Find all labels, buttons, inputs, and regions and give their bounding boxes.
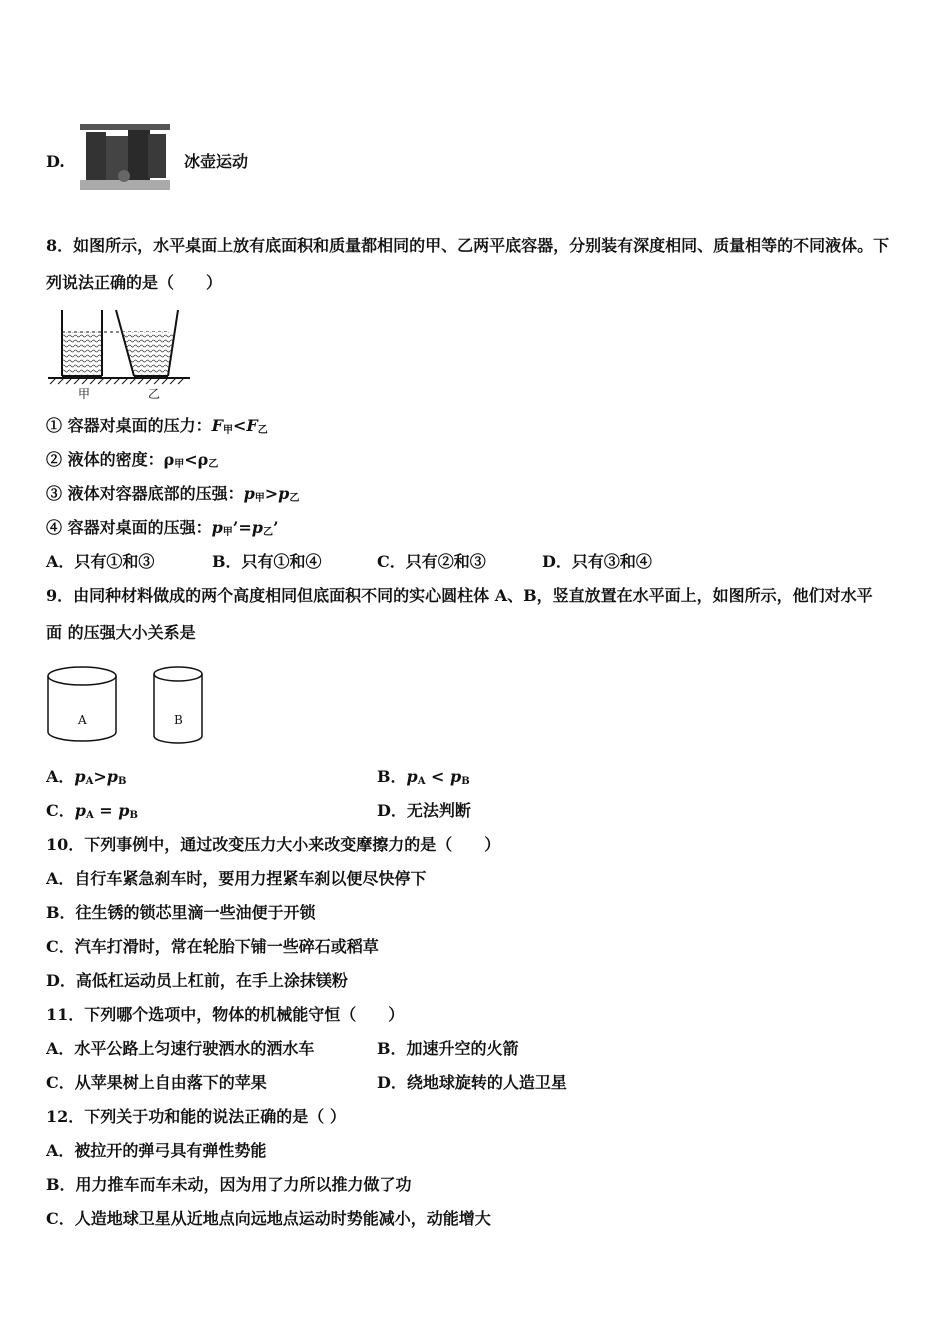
q12-stem: 12．下列关于功和能的说法正确的是（ ） [46,1107,346,1126]
q8-statement-4: ④ 容器对桌面的压强：$p_甲’=p_乙$’ [46,518,279,538]
q11-option-d[interactable]: D．绕地球旋转的人造卫星 [377,1073,567,1092]
q10-option-c[interactable]: C．汽车打滑时，常在轮胎下铺一些碎石或稻草 [46,937,379,956]
q11-option-b[interactable]: B．加速升空的火箭 [377,1039,519,1058]
q9-cylinders-figure [44,662,214,748]
q10-option-b[interactable]: B．往生锈的锁芯里滴一些油便于开锁 [46,903,316,922]
q11-option-c[interactable]: C．从苹果树上自由落下的苹果 [46,1073,267,1092]
q7-option-d-text: 冰壶运动 [184,152,249,171]
q10-stem: 10．下列事例中，通过改变压力大小来改变摩擦力的是（ ） [46,835,501,854]
q8-option-c[interactable]: C．只有②和③ [377,552,486,571]
q12-option-c[interactable]: C．人造地球卫星从近地点向远地点运动时势能减小，动能增大 [46,1209,491,1228]
q7-option-d-label: D. [46,152,65,171]
q9-option-b[interactable]: B．$p_A < p_B$ [377,767,470,787]
q8-option-a[interactable]: A．只有①和③ [46,552,155,571]
q9-option-d[interactable]: D．无法判断 [377,801,471,820]
q9-option-c[interactable]: C．$p_A = p_B$ [46,801,138,821]
q8-figure-label-yi: 乙 [148,387,161,401]
curling-players-photo [78,120,172,192]
q8-containers-figure [44,308,194,402]
q8-statement-3: ③ 液体对容器底部的压强：$p_甲>p_乙$ [46,484,300,504]
q8-stem-line2: 列说法正确的是（ ） [46,273,223,292]
q11-stem: 11．下列哪个选项中，物体的机械能守恒（ ） [46,1005,405,1024]
q10-option-d[interactable]: D．高低杠运动员上杠前，在手上涂抹镁粉 [46,971,348,990]
q9-option-a[interactable]: A．$p_A>p_B$ [46,767,127,787]
q9-figure-label-b: B [174,713,183,727]
q10-option-a[interactable]: A．自行车紧急刹车时，要用力捏紧车刹以便尽快停下 [46,869,427,888]
q8-figure-label-jia: 甲 [78,387,91,401]
q8-option-b[interactable]: B．只有①和④ [212,552,322,571]
q8-option-d[interactable]: D．只有③和④ [542,552,652,571]
q11-option-a[interactable]: A．水平公路上匀速行驶洒水的洒水车 [46,1039,315,1058]
q8-statement-1: ① 容器对桌面的压力：$F_甲<F_乙$ [46,416,268,436]
q8-statement-2: ② 液体的密度：$\rho_甲<\rho_乙$ [46,450,219,470]
q12-option-b[interactable]: B．用力推车而车未动，因为用了力所以推力做了功 [46,1175,412,1194]
q12-option-a[interactable]: A．被拉开的弹弓具有弹性势能 [46,1141,267,1160]
q8-stem-line1: 8．如图所示，水平桌面上放有底面积和质量都相同的甲、乙两平底容器，分别装有深度相同、质量相等的不同液体。下 [46,236,890,255]
q9-stem-line2: 面 的压强大小关系是 [46,623,196,642]
q9-figure-label-a: A [78,713,87,727]
q9-stem-line1: 9．由同种材料做成的两个高度相同但底面积不同的实心圆柱体 A、B，竖直放置在水平面上，如图所示，他们对水平 [46,586,873,605]
